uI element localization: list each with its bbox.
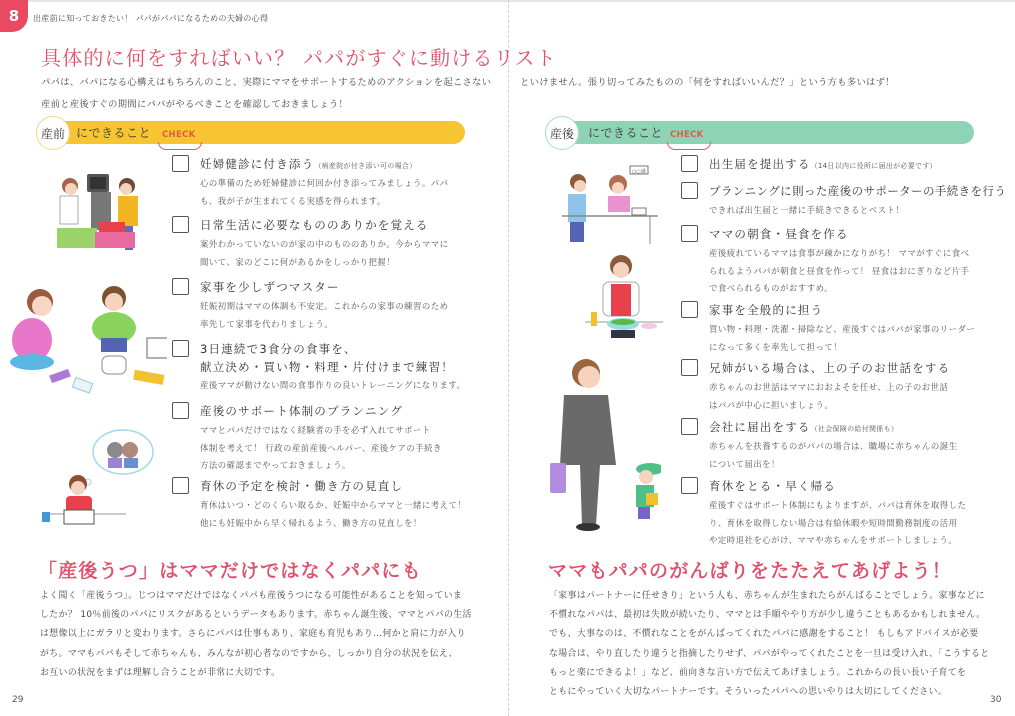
body-line: は想像以上にガラリと変わります。さらにパパは仕事もあり、家庭も育児もあり…何かと肩に力が入り [40,629,466,640]
item-note: （病産院が付き添い可の場合） [314,162,417,170]
intro-line: といけません。張り切ってみたものの「何をすればいいんだ？」という方も多いはず！ [520,77,895,88]
item-desc [709,202,904,220]
desc-line: 方法の確認までやっておきましょう。 [200,460,351,470]
check-tag: CHECK [670,130,704,140]
desc-line: 買い物・料理・洗濯・掃除など、産後すぐはパパが家事のリーダー [709,324,976,334]
checklist-item [681,225,991,295]
desc-line: で食べられるものがおすすめ。 [709,283,833,293]
checklist-item [681,359,991,409]
checkbox[interactable] [681,359,698,376]
desc-line: 他にも妊娠中から早く帰れるよう、働き方の見直しを！ [200,517,422,528]
desc-line: も、我が子が生まれてくる実感を得られます。 [200,195,386,206]
desc-line: はパパが中心に担いましょう。 [709,399,834,410]
desc-line: 赤ちゃんを扶養するのがパパの場合は、職場に赤ちゃんの誕生 [709,441,958,451]
checkbox[interactable] [681,182,698,199]
checkbox[interactable] [172,278,189,295]
desc-line: り、育休を取得しない場合は有給休暇や短時間勤務制度の活用 [709,517,958,528]
item-title: 産後のサポート体制のプランニング [200,404,403,418]
checkbox[interactable] [172,155,189,172]
item-desc [200,497,466,532]
page-title: 具体的に何をすればいい？ パパがすぐに動けるリスト [41,46,557,70]
page-number-right: 30 [990,695,1002,705]
item-desc [709,438,958,473]
item-title-line: 3日連続で3食分の食事を、 [200,342,357,356]
item-title: 日常生活に必要なもののありかを覚える [200,218,429,232]
desc-line: になって多くを率先して担って！ [709,341,843,352]
checklist-item [681,301,991,351]
checkbox[interactable] [681,477,698,494]
check-brace-icon [158,142,202,150]
item-title: 育休をとる・早く帰る [709,479,836,493]
page-number-left: 29 [12,695,24,705]
checklist-item [681,155,991,177]
checklist-item [172,155,472,205]
checkbox[interactable] [681,301,698,318]
item-desc [200,377,465,395]
desc-line: 妊娠初期はママの体調も不安定。これからの家事の練習のため [200,301,449,311]
check-brace-icon [667,142,711,150]
intro-line: パパは、パパになる心構えはもちろんのこと、実際にママをサポートするためのアクションを起こさない [41,77,492,88]
item-title: 家事を少しずつマスター [200,280,340,294]
desc-line: について届出を！ [709,458,780,469]
desc-line: 体制を考えて！ 行政の産前産後ヘルパー、産後ケアの手続き [200,442,442,453]
desc-line: 率先して家事を代わりましょう。 [200,318,334,329]
checklist-item [172,278,472,328]
svg-text:○○課: ○○課 [632,169,646,175]
intro-line: 産前と産後すぐの期間にパパがやるべきことを確認しておきましょう！ [41,99,349,110]
checkbox[interactable] [681,225,698,242]
item-title-line: 献立決め・買い物・料理・片付けまで練習！ [200,360,454,374]
checklist-item [681,477,991,547]
checklist-item [172,216,472,266]
planning-boy-illustration [38,428,163,528]
item-title-text: 会社に届出をする [709,420,811,434]
intro-text-right [520,72,895,94]
item-desc [709,321,975,356]
item-note: （14日以内に役所に届出が必要です） [810,162,937,170]
body-line: 「家事はパートナーに任せきり」という人も、赤ちゃんが生まれたらがんばることでしょう。家事などに [549,591,985,601]
checkbox[interactable] [681,418,698,435]
ultrasound-checkup-illustration [55,168,145,253]
desc-line: ママとパパだけではなく経験者の手を必ず入れてサポート [200,425,431,435]
body-line: な場合は、やり直したり違うと指摘したりせず、パパがやってくれたことを一旦は受け入れ、「こうすると [549,648,990,659]
desc-line: 産後ママが動けない間の食事作りの良いトレーニングになります。 [200,380,466,390]
body-line: がち。ママもパパもそして赤ちゃんも、みんなが初心者なのですから、しっかり自分の状況を伝え、 [40,648,458,659]
checkbox[interactable] [172,340,189,357]
desc-line: 産後すぐはサポート体制にもよりますが、パパは育休を取得した [709,500,967,510]
checklist-item [172,340,472,395]
prenatal-circle: 産前 [36,116,70,150]
desc-line: られるようパパが朝食と昼食を作って！ 昼食はおにぎりなど片手 [709,265,970,276]
desc-line: 育休はいつ・どのくらい取るか、妊娠中からママと一緒に考えて！ [200,500,467,510]
body-line: よく聞く「産後うつ」。じつはママだけではなくパパも産後うつになる可能性があることを知っていま [40,591,463,601]
checkbox[interactable] [681,155,698,172]
item-title: プランニングに則った産後のサポーターの手続きを行う [709,184,1007,198]
desc-line: 心の準備のため妊婦健診に何回か付き添ってみましょう。パパ [200,178,449,188]
item-desc [709,497,966,550]
housework-couple-illustration [2,280,167,395]
desc-line: 赤ちゃんのお世話はママにおおよそを任せ、上の子のお世話 [709,382,949,392]
section-body-depression [40,587,472,683]
body-line: 不慣れなパパは、最初は失敗が続いたり、ママとは手順ややり方が少し違うこともあるかもしれません。 [549,610,986,621]
postnatal-circle: 産後 [545,116,579,150]
intro-text-left [41,72,491,116]
section-title-depression: 「産後うつ」はママだけではなくパパにも [38,560,422,582]
checklist-item [172,477,472,527]
dad-walking-child-illustration [546,355,661,535]
desc-line: 聞いて、家のどこに何があるかをしっかり把握！ [200,256,396,267]
checkbox[interactable] [172,402,189,419]
body-line: でも、大事なのは、不慣れなことをがんばってくれたパパに感謝をすること！ もしもアドバイスが必要 [549,629,979,640]
body-line: したか？ 10％前後のパパにリスクがあるというデータもあります。赤ちゃん誕生後、ママとパパの生活 [40,610,472,621]
item-desc [200,175,449,210]
item-title [200,340,454,376]
chapter-badge: 8 [0,0,28,32]
checklist-item [172,402,472,472]
item-title: 兄姉がいる場合は、上の子のお世話をする [709,361,951,375]
item-title-text: 妊婦健診に付き添う [200,157,315,171]
body-line: お互いの状況をまずは理解し合うことが非常に大切です。 [40,667,281,678]
checkbox[interactable] [172,477,189,494]
item-desc [200,236,449,271]
checklist-item [681,418,991,468]
section-body-praise [549,587,990,702]
item-desc [709,379,948,414]
check-tag: CHECK [162,130,196,140]
item-title-text: 出生届を提出する [709,157,811,171]
city-hall-counter-illustration [562,160,662,245]
item-title [709,155,937,175]
item-desc [200,298,449,333]
postnatal-band-label: にできること [588,126,664,140]
desc-line: 産後疲れているママは食事が疎かになりがち！ ママがすぐに食べ [709,248,970,258]
desc-line: 案外わかっていないのが家の中のもののありか。今からママに [200,239,449,249]
item-title [709,418,898,438]
item-desc [709,245,970,298]
desc-line: できれば出生届と一緒に手続きできるとベスト！ [709,205,905,215]
item-note: （社会保険の給付関係も） [810,425,899,433]
running-header: 出産前に知っておきたい！ パパがパパになるための夫婦の心得 [33,14,269,23]
section-title-praise: ママもパパのがんばりをたたえてあげよう！ [548,560,953,582]
item-title: 家事を全般的に担う [709,303,824,317]
dad-cooking-illustration [583,252,663,347]
checkbox[interactable] [172,216,189,233]
checklist-item [681,182,1007,222]
desc-line: や定時退社を心がけ、ママや赤ちゃんをサポートしましょう。 [709,535,958,545]
item-title: ママの朝食・昼食を作る [709,227,849,241]
item-title: 育休の予定を検討・働き方の見直し [200,479,404,493]
prenatal-band-label: にできること [76,126,152,140]
item-desc [200,422,442,475]
body-line: ともにやっていく大切なパートナーです。そういったパパへの思いやりは大切にしてください。 [549,687,948,698]
body-line: もっと楽にできるよ！」など、前向きな言い方で伝えてあげましょう。これからの長い長い子育てを [549,667,967,678]
item-title [200,155,417,175]
